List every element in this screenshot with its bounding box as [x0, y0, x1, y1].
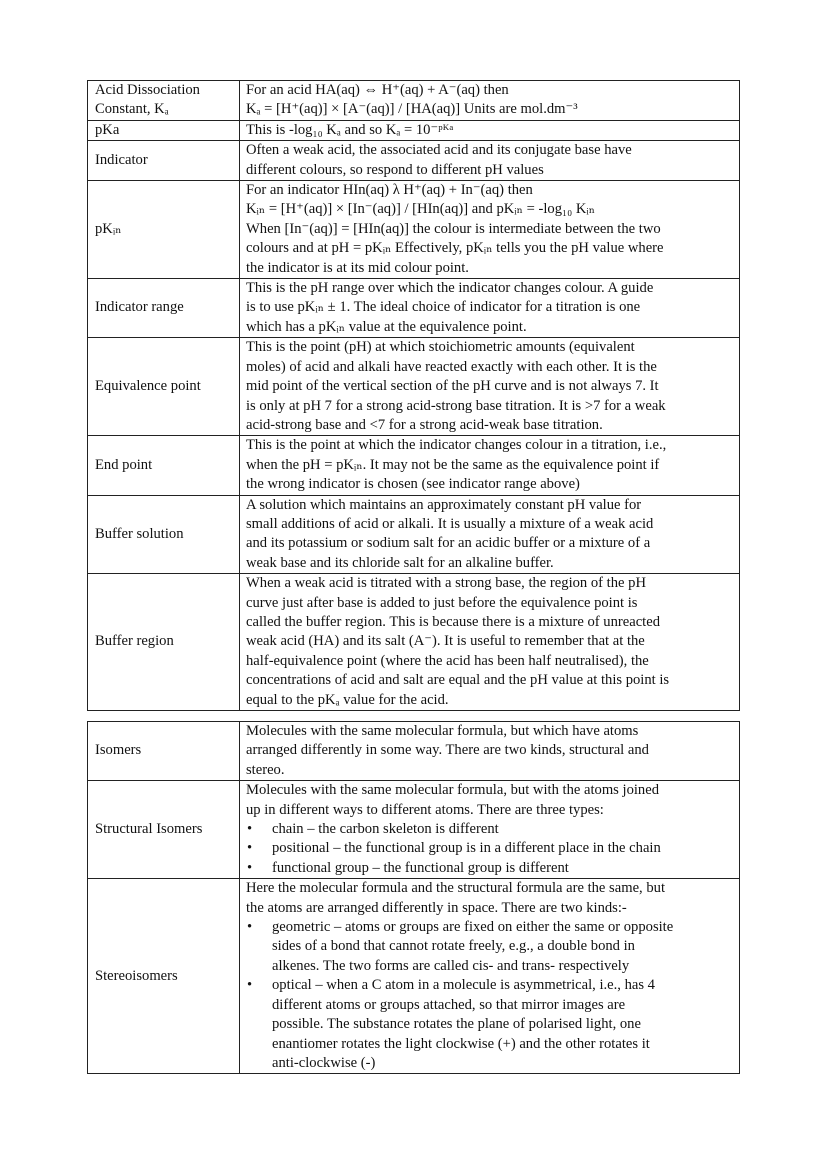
- table-row: [88, 120, 740, 140]
- bullet-line: • geometric – atoms or groups are fixed on either the same or opposite: [272, 919, 674, 936]
- definition-cell: [240, 279, 740, 338]
- definition-cell: [240, 574, 740, 711]
- bullet-list: [246, 820, 734, 878]
- definition-line: Kᵢₙ = [H⁺(aq)] × [In⁻(aq)] / [HIn(aq)] and pKᵢₙ = -log₁₀ Kᵢₙ: [246, 201, 596, 218]
- definition-line: This is the pH range over which the indicator changes colour. A guide: [246, 280, 654, 297]
- list-item: [246, 820, 734, 839]
- table-row: [88, 879, 740, 1074]
- definition-line: weak base and its chloride salt for an alkaline buffer.: [246, 554, 554, 571]
- table-row: [88, 279, 740, 338]
- table-row: [88, 574, 740, 711]
- definition-line: acid-strong base and <7 for a strong acid-weak base titration.: [246, 416, 603, 433]
- bullet-line: • chain – the carbon skeleton is different: [272, 821, 499, 838]
- definition-line: For an acid HA(aq) ⇔ H⁺(aq) + A⁻(aq) then: [246, 82, 509, 98]
- definition-cell: [240, 181, 740, 279]
- term-cell: [88, 722, 240, 781]
- term-cell: [88, 141, 240, 181]
- definition-line: colours and at pH = pKᵢₙ Effectively, pKᵢₙ tells you the pH value where: [246, 240, 664, 257]
- bullet-line: • functional group – the functional group is different: [272, 859, 569, 876]
- bullet-line: sides of a bond that cannot rotate freely, e.g., a double bond in: [272, 938, 635, 955]
- term-text: Equivalence point: [95, 378, 201, 395]
- definition-line: when the pH = pKᵢₙ. It may not be the same as the equivalence point if: [246, 456, 660, 473]
- term-text: Acid Dissociation: [95, 82, 200, 98]
- definition-line: the atoms are arranged differently in space. There are two kinds:-: [246, 899, 627, 916]
- table-row: [88, 722, 740, 781]
- term-text: Indicator: [95, 151, 148, 168]
- bullet-line: different atoms or groups attached, so that mirror images are: [272, 996, 626, 1013]
- term-text: Constant, Kₐ: [95, 101, 169, 118]
- definition-line: concentrations of acid and salt are equal and the pH value at this point is: [246, 672, 670, 689]
- definition-line: stereo.: [246, 761, 285, 778]
- table-row: [88, 781, 740, 879]
- table-row: [88, 81, 740, 121]
- definition-line: When [In⁻(aq)] = [HIn(aq)] the colour is intermediate between the two: [246, 220, 661, 237]
- definition-cell: [240, 436, 740, 495]
- term-cell: [88, 436, 240, 495]
- definition-line: Molecules with the same molecular formula, but which have atoms: [246, 723, 639, 739]
- term-cell: [88, 781, 240, 879]
- term-cell: [88, 495, 240, 574]
- table-row: [88, 141, 740, 181]
- definition-line: Kₐ = [H⁺(aq)] × [A⁻(aq)] / [HA(aq)] Units are mol.dm⁻³: [246, 101, 578, 118]
- definition-line: Here the molecular formula and the structural formula are the same, but: [246, 880, 665, 897]
- definition-line: which has a pKᵢₙ value at the equivalence point.: [246, 318, 527, 335]
- definition-line: the indicator is at its mid colour point.: [246, 259, 469, 276]
- list-item: [246, 976, 734, 1073]
- definition-cell: [240, 81, 740, 121]
- definition-line: Molecules with the same molecular formula, but with the atoms joined: [246, 782, 659, 799]
- term-text: Buffer solution: [95, 525, 184, 542]
- definition-line: called the buffer region. This is because there is a mixture of unreacted: [246, 613, 661, 630]
- bullet-line: alkenes. The two forms are called cis- and trans- respectively: [272, 957, 630, 974]
- term-cell: [88, 574, 240, 711]
- list-item: [246, 918, 734, 976]
- term-cell: [88, 181, 240, 279]
- term-text: End point: [95, 456, 153, 473]
- definition-cell: [240, 120, 740, 140]
- definition-line: This is -log₁₀ Kₐ and so Kₐ = 10⁻ᵖᴷᵃ: [246, 121, 454, 138]
- term-text: Structural Isomers: [95, 821, 203, 838]
- bullet-line: enantiomer rotates the light clockwise (+) and the other rotates it: [272, 1035, 650, 1052]
- term-text: pKa: [95, 121, 120, 138]
- term-text: Stereoisomers: [95, 967, 178, 984]
- definition-cell: [240, 781, 740, 879]
- definition-line: weak acid (HA) and its salt (A⁻). It is useful to remember that at the: [246, 633, 645, 650]
- definition-line: is only at pH 7 for a strong acid-strong base titration. It is >7 for a weak: [246, 397, 666, 414]
- definition-line: Often a weak acid, the associated acid and its conjugate base have: [246, 142, 632, 159]
- term-cell: [88, 120, 240, 140]
- term-cell: [88, 81, 240, 121]
- bullet-line: • positional – the functional group is in a different place in the chain: [272, 840, 661, 857]
- table-row: [88, 436, 740, 495]
- definition-cell: [240, 141, 740, 181]
- term-text: pKᵢₙ: [95, 220, 122, 237]
- bullet-line: • optical – when a C atom in a molecule is asymmetrical, i.e., has 4: [272, 977, 655, 994]
- definition-line: moles) of acid and alkali have reacted exactly with each other. It is the: [246, 358, 657, 375]
- term-text: Buffer region: [95, 633, 174, 650]
- definition-line: This is the point at which the indicator changes colour in a titration, i.e.,: [246, 437, 667, 454]
- definition-line: is to use pKᵢₙ ± 1. The ideal choice of indicator for a titration is one: [246, 299, 641, 316]
- definition-line: small additions of acid or alkali. It is usually a mixture of a weak acid: [246, 515, 654, 532]
- definition-line: different colours, so respond to different pH values: [246, 161, 544, 178]
- definition-cell: [240, 338, 740, 436]
- definition-line: up in different ways to different atoms. There are three types:: [246, 801, 604, 818]
- definition-line: equal to the pKₐ value for the acid.: [246, 691, 449, 708]
- definition-line: curve just after base is added to just before the equivalence point is: [246, 594, 638, 611]
- term-cell: [88, 279, 240, 338]
- bullet-list: [246, 918, 734, 1073]
- table-row: [88, 495, 740, 574]
- term-text: Indicator range: [95, 299, 184, 316]
- definition-line: the wrong indicator is chosen (see indicator range above): [246, 476, 580, 493]
- list-item: [246, 859, 734, 878]
- bullet-line: anti-clockwise (-): [272, 1054, 376, 1071]
- definition-line: arranged differently in some way. There are two kinds, structural and: [246, 742, 649, 759]
- definition-line: For an indicator HIn(aq) λ H⁺(aq) + In⁻(aq) then: [246, 182, 533, 199]
- list-item: [246, 839, 734, 858]
- table-row: [88, 338, 740, 436]
- definition-cell: [240, 722, 740, 781]
- definition-line: and its potassium or sodium salt for an acidic buffer or a mixture of a: [246, 535, 651, 552]
- definition-cell: [240, 495, 740, 574]
- acid-base-glossary-table: [87, 80, 740, 711]
- term-text: Isomers: [95, 742, 142, 759]
- term-cell: [88, 338, 240, 436]
- definition-line: A solution which maintains an approximately constant pH value for: [246, 496, 642, 513]
- table-row: [88, 181, 740, 279]
- term-cell: [88, 879, 240, 1074]
- definition-line: half-equivalence point (where the acid has been half neutralised), the: [246, 652, 649, 669]
- bullet-line: possible. The substance rotates the plane of polarised light, one: [272, 1016, 641, 1033]
- isomers-glossary-table: [87, 721, 740, 1074]
- definition-line: mid point of the vertical section of the pH curve and is not always 7. It: [246, 378, 659, 395]
- definition-cell: [240, 879, 740, 1074]
- definition-line: This is the point (pH) at which stoichiometric amounts (equivalent: [246, 339, 635, 356]
- definition-line: When a weak acid is titrated with a strong base, the region of the pH: [246, 575, 646, 592]
